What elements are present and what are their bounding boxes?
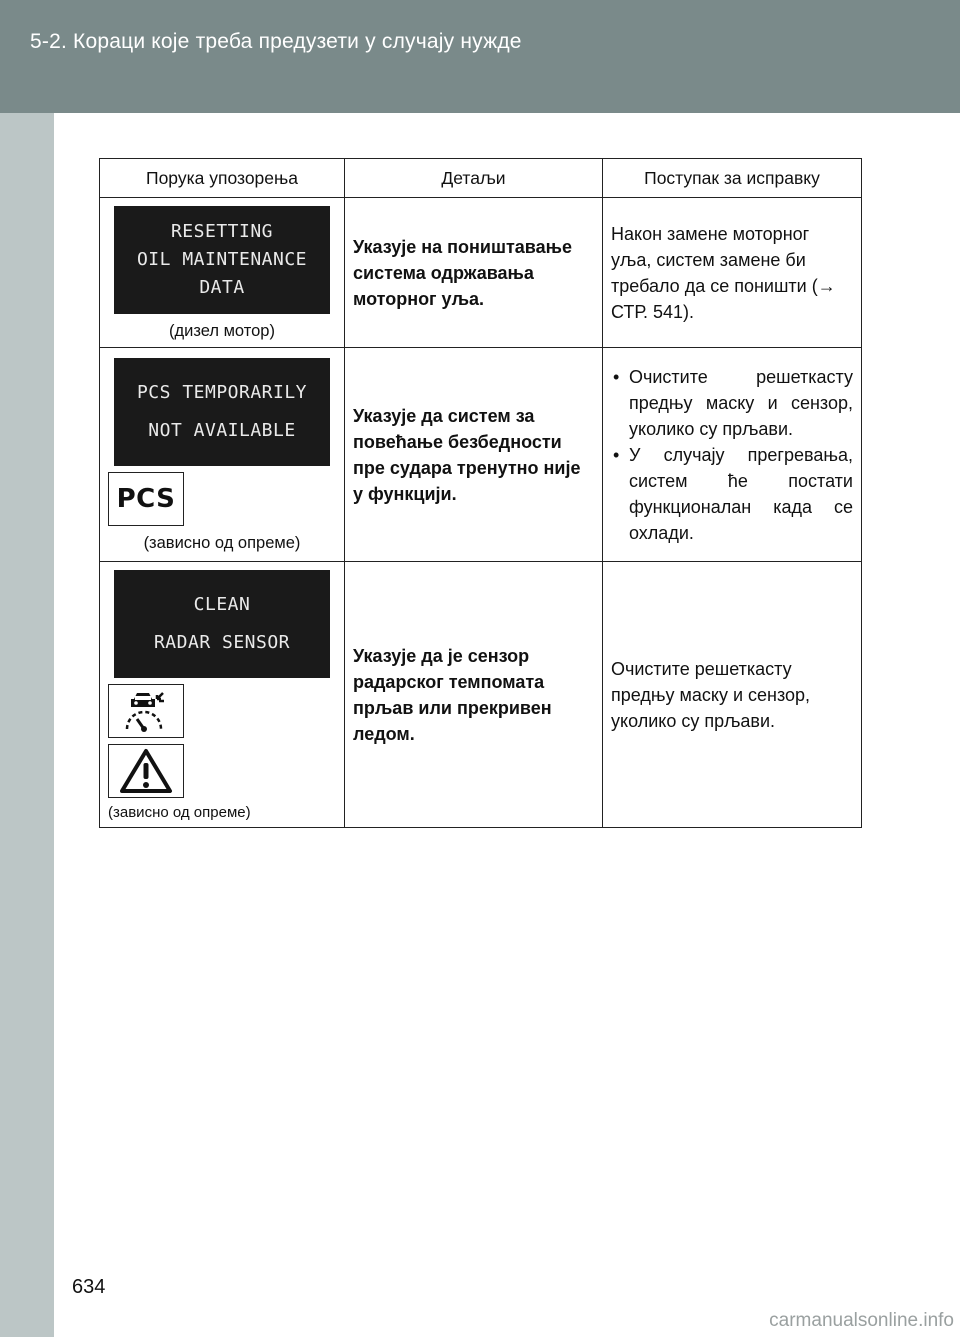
page-number: 634: [72, 1276, 106, 1298]
radar-cruise-svg: [117, 689, 175, 733]
display-line: RESETTING: [170, 221, 274, 242]
warning-display-cell: [100, 198, 345, 348]
display-line: RADAR SENSOR: [153, 632, 291, 653]
warning-triangle-icon: [108, 744, 184, 798]
correction-text: Након замене моторног уља, систем замене би требало да се поништи (→ СТР. 541).: [603, 198, 862, 348]
display-line: CLEAN: [193, 594, 251, 615]
pcs-icon-label: PCS: [116, 484, 176, 514]
correction-text: Очистите решеткасту предњу маску и сензор, уколико су прљави.: [603, 562, 862, 828]
table-header-row: [100, 159, 862, 198]
pcs-icon: [108, 472, 184, 526]
display-line: DATA: [199, 277, 245, 298]
warning-display-cell: [100, 348, 345, 562]
warning-display-cell: [100, 562, 345, 828]
correction-cell: [603, 348, 862, 562]
watermark: carmanualsonline.info: [769, 1310, 954, 1331]
column-header-details: Детаљи: [345, 159, 603, 198]
display-line: OIL MAINTENANCE: [136, 249, 308, 270]
caption: (дизел мотор): [169, 322, 275, 340]
caption: (зависно од опреме): [108, 804, 251, 821]
display-line: NOT AVAILABLE: [148, 420, 296, 441]
detail-text: Указује на поништавање система одржавања моторног уља.: [345, 198, 603, 348]
display-screen: [114, 358, 330, 466]
table-row: [100, 198, 862, 348]
detail-text: Указује да систем за повећање безбедности пре судара тренутно није у функцији.: [345, 348, 603, 562]
detail-text: Указује да је сензор радарског темпомата прљав или прекривен ледом.: [345, 562, 603, 828]
list-item: • У случају прегревања, систем ће постати функционалан када се охлади.: [611, 442, 853, 546]
header-band: [0, 0, 960, 113]
column-header-warning-message: Порука упозорења: [100, 159, 345, 198]
display-line: PCS TEMPORARILY: [136, 382, 308, 403]
section-title: 5-2. Кораци које треба предузети у случају нужде: [30, 30, 522, 53]
column-header-correction: Поступак за исправку: [603, 159, 862, 198]
warning-triangle-svg: [117, 747, 175, 795]
table-row: [100, 348, 862, 562]
warning-message-table: [99, 158, 862, 828]
side-band: [0, 113, 54, 1337]
table-row: [100, 562, 862, 828]
correction-list: [611, 364, 853, 546]
display-screen: [114, 206, 330, 314]
radar-cruise-icon: [108, 684, 184, 738]
display-screen: [114, 570, 330, 678]
caption: (зависно од опреме): [143, 534, 301, 552]
list-item: • Очистите решеткасту предњу маску и сензор, уколико су прљави.: [611, 364, 853, 442]
